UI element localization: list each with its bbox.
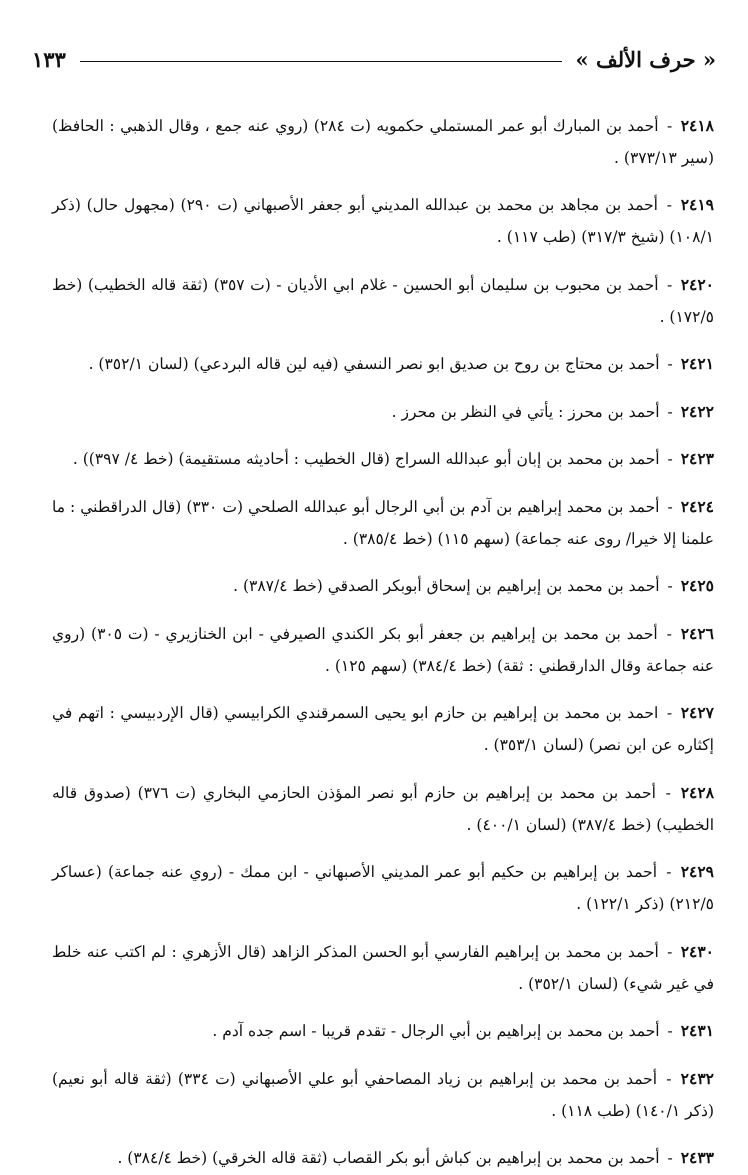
entry-text: أحمد بن محمد إبراهيم بن آدم بن أبي الرجال أبو عبدالله الصلحي (ت ٣٣٠) (قال الدراقطني : ما علمنا إلا خيرا/ روى عنه جماعة) (سهم ١١٥) (خط ٣٨٥/٤) . (52, 497, 714, 548)
entry-text: أحمد بن محمد بن إبراهيم الفارسي أبو الحسن المذكر الزاهد (قال الأزهري : لم اكتب عنه خلط في غير شيء) (لسان ٣٥٢/١) . (52, 942, 714, 993)
entry-number: ٢٤٢٨ (680, 782, 715, 802)
entry-text: أحمد بن المبارك أبو عمر المستملي حكمويه (ت ٢٨٤) (روي عنه جمع ، وقال الذهبي : الحافظ) (سير ٣٧٣/١٣) . (52, 116, 714, 167)
entry: ٢٤٢٥ - أحمد بن محمد بن إبراهيم بن إسحاق أبوبكر الصدقي (خط ٣٨٧/٤) . (233, 576, 714, 595)
entry-number: ٢٤٢٧ (680, 703, 714, 722)
entry: ٢٤٢٠ - أحمد بن محبوب بن سليمان أبو الحسين - غلام ابي الأديان - (ت ٣٥٧) (ثقة قاله الخطيب) (خط ١٧٢/٥) . (52, 274, 714, 326)
entry-text: أحمد بن محمد بن إبراهيم بن أبي الرجال - تقدم قريبا - اسم جده آدم . (212, 1022, 660, 1040)
entry: ٢٤٢٦ - أحمد بن محمد بن إبراهيم بن جعفر أبو بكر الكندي الصيرفي - ابن الخنازيري - (ت ٣٠٥) (روي عنه جماعة وقال الدارقطني : ثقة) (خط ٣٨٤/٤) (سهم ١٢٥) . (52, 623, 715, 675)
entry-text: أحمد بن محبوب بن سليمان أبو الحسين - غلام ابي الأديان - (ت ٣٥٧) (ثقة قاله الخطيب) (خط ١٧٢/٥) . (52, 275, 714, 326)
entry-text: أحمد بن محمد بن إبان أبو عبدالله السراج (قال الخطيب : أحاديثه مستقيمة) (خط ٤/ ٣٩٧)) . (72, 450, 660, 468)
entry-number: ٢٤٢١ (680, 354, 714, 373)
entry: ٢٤٢٢ - أحمد بن محرز : يأتي في النظر بن محرز . (391, 401, 714, 421)
entry: ٢٤٣٠ - أحمد بن محمد بن إبراهيم الفارسي أبو الحسن المذكر الزاهد (قال الأزهري : لم اكتب عنه خلط في غير شيء) (لسان ٣٥٢/١) . (52, 941, 715, 993)
entry-number: ٢٤٣٣ (680, 1148, 714, 1167)
entry-number: ٢٤١٩ (680, 195, 714, 214)
entry: ٢٤٢٧ - احمد بن محمد بن إبراهيم بن حازم ابو يحيى السمرقندي الكرابيسي (قال الإردبيسي : اتهم في إكثاره عن ابن نصر) (لسان ٣٥٣/١) . (52, 703, 714, 754)
entry-text: أحمد بن محمد بن إبراهيم بن كباش أبو بكر القصاب (ثقة قاله الخرقي) (خط ٣٨٤/٤) . (117, 1149, 660, 1167)
entry: ٢٤٢٨ - أحمد بن محمد بن إبراهيم بن حازم أبو نصر المؤذن الحازمي البخاري (ت ٣٧٦) (صدوق قاله الخطيب) (خط ٣٨٧/٤) (لسان ٤٠٠/١) . (52, 782, 715, 834)
entry-text: أحمد بن مجاهد بن محمد بن عبدالله المديني أبو جعفر الأصبهاني (ت ٢٩٠) (مجهول حال) (ذكر ١٠٨/١) (شيخ ٣١٧/٣) (طب ١١٧) . (52, 196, 714, 246)
page-header (32, 42, 716, 76)
entry-text: أحمد بن محمد بن إبراهيم بن حازم أبو نصر المؤذن الحازمي البخاري (ت ٣٧٦) (صدوق قاله الخطيب) (خط ٣٨٧/٤) (لسان ٤٠٠/١) . (52, 783, 714, 834)
entry-number: ٢٤٢٥ (680, 576, 714, 595)
entry-number: ٢٤٢٦ (680, 623, 715, 643)
header-rule (80, 61, 562, 62)
entry-number: ٢٤٣١ (680, 1021, 714, 1040)
entry-number: ٢٤١٨ (680, 115, 714, 135)
entry-text: أحمد بن محمد بن إبراهيم بن إسحاق أبوبكر الصدقي (خط ٣٨٧/٤) . (233, 577, 660, 595)
entry: ٢٤٢١ - أحمد بن محتاج بن روح بن صديق ابو نصر النسفي (فيه لين قاله البردعي) (لسان ٣٥٢/١) . (88, 354, 714, 373)
entry: ٢٤٣١ - أحمد بن محمد بن إبراهيم بن أبي الرجال - تقدم قريبا - اسم جده آدم . (212, 1021, 714, 1040)
entry-text: أحمد بن محمد بن إبراهيم بن زياد المصاحفي أبو علي الأصبهاني (ت ٣٣٤) (ثقة قاله أبو نعيم) (ذكر ١٤٠/١) (طب ١١٨) . (52, 1069, 714, 1120)
entry-number: ٢٤٣٢ (680, 1068, 714, 1088)
entry-text: أحمد بن إبراهيم بن حكيم أبو عمر المديني الأصبهاني - ابن ممك - (روي عنه جماعة) (عساكر ٢١٢/٥) (ذكر ١٢٢/١) . (52, 863, 714, 913)
entry: ٢٤١٨ - أحمد بن المبارك أبو عمر المستملي حكمويه (ت ٢٨٤) (روي عنه جمع ، وقال الذهبي : الحافظ) (سير ٣٧٣/١٣) . (52, 115, 714, 167)
entry: ٢٤٣٢ - أحمد بن محمد بن إبراهيم بن زياد المصاحفي أبو علي الأصبهاني (ت ٣٣٤) (ثقة قاله أبو نعيم) (ذكر ١٤٠/١) (طب ١١٨) . (52, 1068, 714, 1120)
entry-number: ٢٤٣٠ (680, 941, 715, 961)
entry-text: أحمد بن محرز : يأتي في النظر بن محرز . (391, 402, 660, 421)
entry-text: أحمد بن محمد بن إبراهيم بن جعفر أبو بكر الكندي الصيرفي - ابن الخنازيري - (ت ٣٠٥) (روي عنه جماعة وقال الدارقطني : ثقة) (خط ٣٨٤/٤) (سهم ١٢٥) . (52, 624, 714, 675)
entry-number: ٢٤٢٣ (680, 449, 714, 468)
entry-text: احمد بن محمد بن إبراهيم بن حازم ابو يحيى السمرقندي الكرابيسي (قال الإردبيسي : اتهم في إكثاره عن ابن نصر) (لسان ٣٥٣/١) . (52, 704, 714, 754)
chapter-title: « حرف الألف » (575, 46, 716, 72)
entry-number: ٢٤٢٤ (680, 496, 715, 516)
entry-number: ٢٤٢٠ (680, 274, 714, 294)
entry: ٢٤٢٣ - أحمد بن محمد بن إبان أبو عبدالله السراج (قال الخطيب : أحاديثه مستقيمة) (خط ٤/ ٣٩٧)) . (72, 449, 714, 468)
entry: ٢٤٢٩ - أحمد بن إبراهيم بن حكيم أبو عمر المديني الأصبهاني - ابن ممك - (روي عنه جماعة) (عساكر ٢١٢/٥) (ذكر ١٢٢/١) . (52, 862, 715, 913)
entry: ٢٤٣٣ - أحمد بن محمد بن إبراهيم بن كباش أبو بكر القصاب (ثقة قاله الخرقي) (خط ٣٨٤/٤) . (117, 1148, 714, 1167)
entry-number: ٢٤٢٢ (680, 401, 714, 421)
entry: ٢٤٢٤ - أحمد بن محمد إبراهيم بن آدم بن أبي الرجال أبو عبدالله الصلحي (ت ٣٣٠) (قال الدراقطني : ما علمنا إلا خيرا/ روى عنه جماعة) (سهم ١١٥) (خط ٣٨٥/٤) . (52, 496, 715, 548)
entry-text: أحمد بن محتاج بن روح بن صديق ابو نصر النسفي (فيه لين قاله البردعي) (لسان ٣٥٢/١) . (88, 355, 660, 373)
entry: ٢٤١٩ - أحمد بن مجاهد بن محمد بن عبدالله المديني أبو جعفر الأصبهاني (ت ٢٩٠) (مجهول حال) (ذكر ١٠٨/١) (شيخ ٣١٧/٣) (طب ١١٧) . (52, 195, 714, 246)
page-number: ١٣٣ (32, 46, 66, 72)
entries-list (52, 94, 714, 1175)
entry-number: ٢٤٢٩ (680, 862, 715, 881)
